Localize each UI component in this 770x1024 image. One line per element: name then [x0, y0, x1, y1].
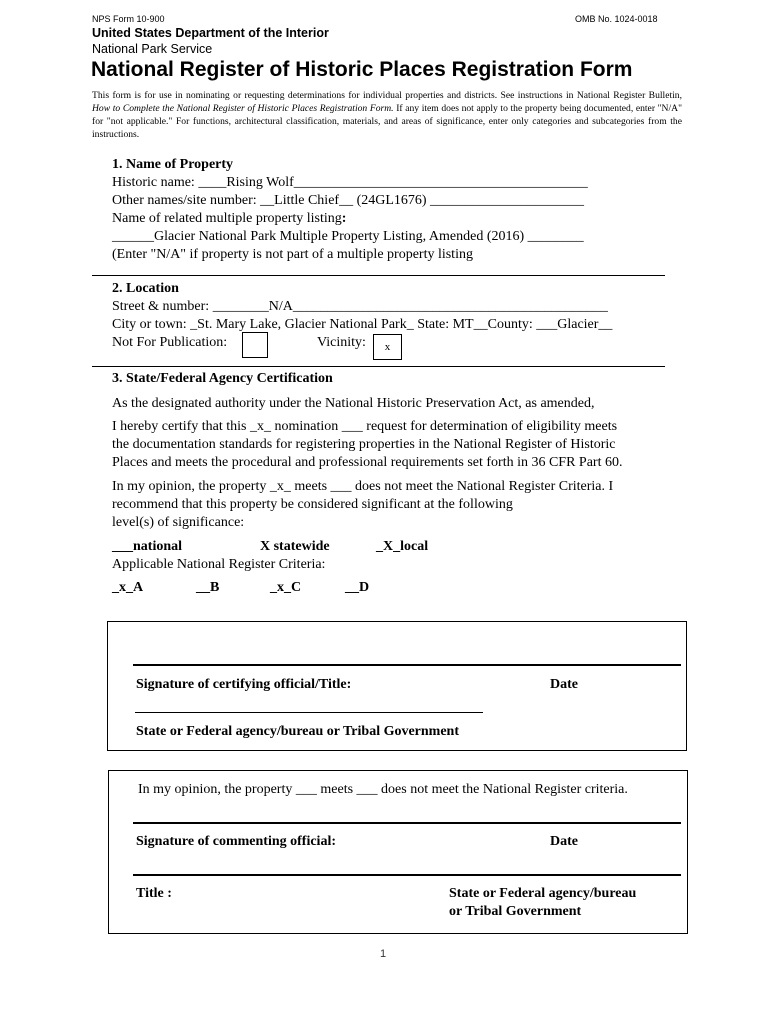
criterion-b[interactable]: __B [196, 580, 220, 595]
historic-name-row [112, 174, 712, 192]
signature-line[interactable] [133, 664, 681, 666]
intro-text-2: If any item does not apply to the property being documented, enter "N/A" for "not applicable." For functions, architectural classification, materials, and areas of significance, enter only categories and subcategories from the instructions. [92, 103, 682, 140]
state-label: State: [413, 317, 453, 332]
commenting-date-label: Date [550, 834, 578, 849]
commenting-agency-line-2: or Tribal Government [449, 904, 582, 919]
level-national[interactable]: ___national [112, 539, 183, 554]
publication-checkbox[interactable] [242, 332, 268, 358]
commenting-not-meet-mark[interactable]: ___ [356, 782, 378, 797]
county-label: County: [487, 317, 537, 332]
opinion-line-3: level(s) of significance: [112, 515, 245, 530]
city-row [112, 316, 712, 334]
certifying-date-label: Date [550, 677, 578, 692]
section-divider [92, 366, 665, 367]
commenting-title-label: Title : [136, 886, 172, 901]
historic-name-label: Historic name: [112, 175, 199, 190]
other-names-row [112, 192, 712, 210]
street-label: Street & number: [112, 299, 213, 314]
commenting-meets-mark[interactable]: ___ [295, 782, 317, 797]
intro-text-1: This form is for use in nominating or requesting determinations for individual properties and districts. See instructions in National Register Bulletin, [92, 90, 682, 101]
section-1-heading: 1. Name of Property [112, 157, 234, 172]
page-title: National Register of Historic Places Registration Form [91, 58, 633, 81]
form-number: NPS Form 10-900 [92, 14, 165, 24]
section-2-heading: 2. Location [112, 281, 179, 296]
department-name: United States Department of the Interior [92, 26, 329, 40]
related-listing-row [112, 210, 712, 228]
nomination-mark[interactable]: _x_ [250, 419, 272, 434]
related-listing-label: Name of related multiple property listing [112, 211, 342, 226]
opinion-text-b: meets [290, 479, 331, 494]
omb-number: OMB No. 1024-0018 [575, 14, 658, 24]
signature-line[interactable] [133, 822, 681, 824]
certify-text-b: nomination [271, 419, 342, 434]
intro-bulletin-title: How to Complete the National Register of Historic Places Registration Form. [92, 103, 394, 114]
commenting-opinion [138, 781, 628, 799]
state-field[interactable]: MT__ [452, 317, 488, 332]
certification-authority-text: As the designated authority under the National Historic Preservation Act, as amended, [112, 396, 595, 411]
request-mark[interactable]: ___ [341, 419, 363, 434]
street-field[interactable]: ________N/A_____________________________________________ [212, 299, 608, 314]
section-3-heading: 3. State/Federal Agency Certification [112, 371, 333, 386]
section-name-of-property [112, 156, 712, 264]
form-instructions [92, 89, 682, 141]
commenting-agency-label [449, 885, 636, 921]
county-field[interactable]: ___Glacier__ [536, 317, 613, 332]
vicinity-checkbox[interactable]: x [373, 334, 402, 360]
level-statewide[interactable]: X statewide [260, 539, 330, 554]
meets-mark[interactable]: _x_ [269, 479, 291, 494]
commenting-opinion-c: does not meet the National Register criteria. [377, 782, 628, 797]
certify-line-2: the documentation standards for registering properties in the National Register of Historic [112, 437, 616, 452]
city-label: City or town: [112, 317, 191, 332]
related-listing-colon: : [341, 211, 347, 226]
historic-name-field[interactable]: ____Rising Wolf__________________________________________ [198, 175, 588, 190]
opinion-paragraph [112, 478, 712, 532]
commenting-opinion-a: In my opinion, the property [138, 782, 296, 797]
section-location [112, 280, 712, 352]
related-listing-field[interactable]: ______Glacier National Park Multiple Property Listing, Amended (2016) ________ [112, 229, 584, 244]
criterion-c[interactable]: _x_C [270, 580, 302, 595]
certify-text-a: I hereby certify that this [112, 419, 251, 434]
certify-text-c: request for determination of eligibility meets [362, 419, 618, 434]
agency-line[interactable] [135, 712, 483, 713]
section-divider [92, 275, 665, 276]
certify-line-3: Places and meets the procedural and professional requirements set forth in 36 CFR Part 60. [112, 455, 623, 470]
vicinity-label: Vicinity: [317, 335, 366, 350]
certifying-agency-label: State or Federal agency/bureau or Tribal Government [136, 724, 460, 739]
opinion-line-2: recommend that this property be considered significant at the following [112, 497, 513, 512]
opinion-text-c: does not meet the National Register Criteria. I [351, 479, 614, 494]
level-local[interactable]: _X_local [376, 539, 429, 554]
criteria-label: Applicable National Register Criteria: [112, 557, 326, 572]
other-names-label: Other names/site number: [112, 193, 261, 208]
criterion-a[interactable]: _x_A [112, 580, 144, 595]
certification-paragraph [112, 418, 712, 472]
does-not-meet-mark[interactable]: ___ [330, 479, 352, 494]
city-field[interactable]: _St. Mary Lake, Glacier National Park_ [190, 317, 414, 332]
publication-label: Not For Publication: [112, 335, 228, 350]
commenting-signature-label: Signature of commenting official: [136, 834, 336, 849]
service-name: National Park Service [92, 42, 213, 56]
related-listing-note: (Enter "N/A" if property is not part of a multiple property listing [112, 247, 473, 262]
opinion-text-a: In my opinion, the property [112, 479, 270, 494]
title-line[interactable] [133, 874, 681, 876]
commenting-opinion-b: meets [316, 782, 357, 797]
page-number: 1 [380, 948, 387, 960]
criterion-d[interactable]: __D [345, 580, 370, 595]
certifying-signature-label: Signature of certifying official/Title: [136, 677, 352, 692]
street-row [112, 298, 712, 316]
commenting-agency-line-1: State or Federal agency/bureau [449, 886, 637, 901]
other-names-field[interactable]: __Little Chief__ (24GL1676) ______________________ [260, 193, 585, 208]
